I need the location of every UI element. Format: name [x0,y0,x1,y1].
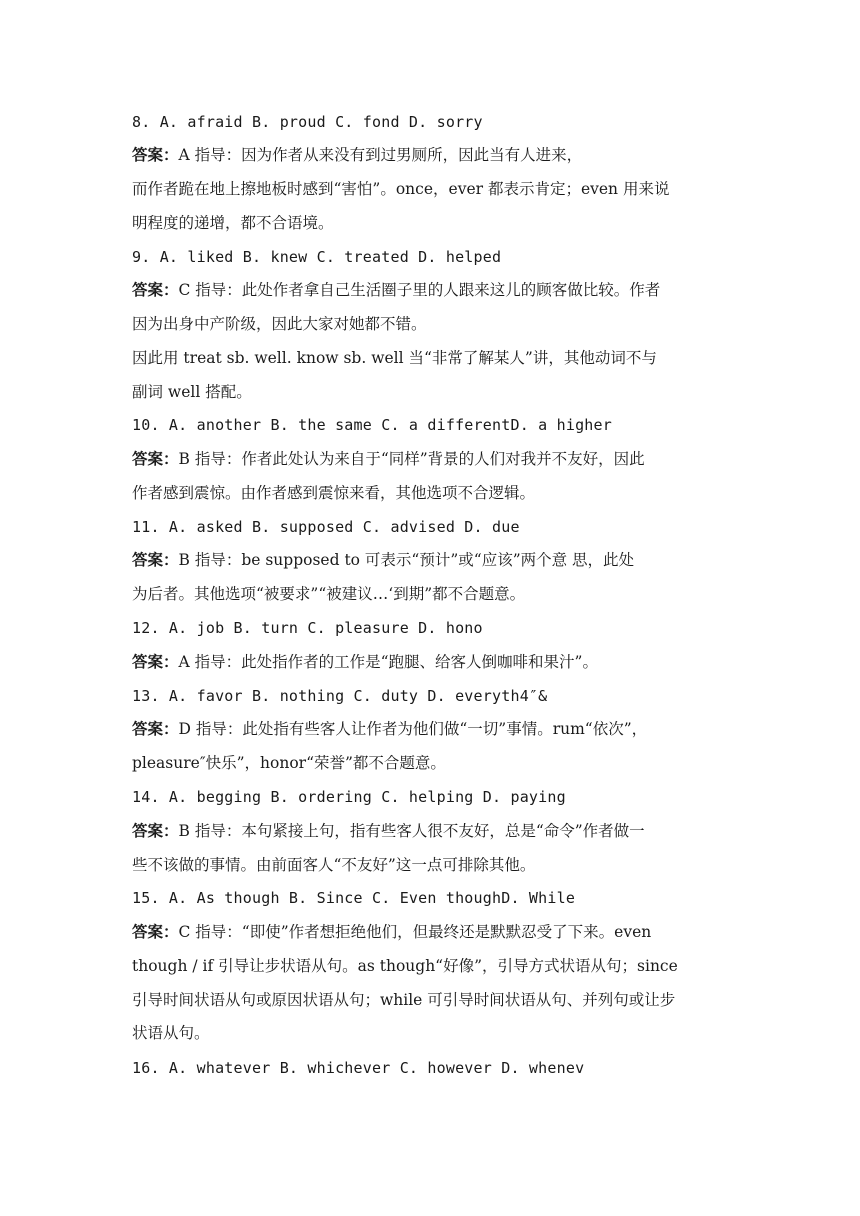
question-8-options: 8. A. afraid B. proud C. fond D. sorry [132,113,483,131]
answer-label: 答案： [132,652,179,671]
question-10-options: 10. A. another B. the same C. a differentD. a higher [132,416,612,434]
answer-label: 答案： [132,719,179,738]
answer-12 [132,651,598,673]
question-15-options: 15. A. As though B. Since C. Even thoughD. While [132,889,576,907]
question-12-options: 12. A. job B. turn C. pleasure D. hono [132,619,483,637]
question-9-options: 9. A. liked B. knew C. treated D. helped [132,248,502,266]
explanation-line: though / if 引导让步状语从句。as though“好像”，引导方式状语从句；since [132,957,678,975]
question-13-options: 13. A. favor B. nothing C. duty D. everyth4″& [132,687,548,705]
explanation-line: 为后者。其他选项“被要求”“被建议…‘到期”都不合题意。 [132,585,526,603]
answer-text: B 指导：本句紧接上句，指有些客人很不友好，总是“命令”作者做一 [178,822,645,840]
answer-text: A 指导：此处指作者的工作是“跑腿、给客人倒咖啡和果汁”。 [178,653,598,671]
answer-15 [132,921,651,943]
answer-10 [132,448,645,470]
answer-text: A 指导：因为作者从来没有到过男厕所，因此当有人进来， [178,146,583,164]
explanation-line: 引导时间状语从句或原因状语从句；while 可引导时间状语从句、并列句或让步 [132,991,676,1009]
answer-label: 答案： [132,922,179,941]
answer-13 [132,718,647,740]
question-14-options: 14. A. begging B. ordering C. helping D. paying [132,788,566,806]
explanation-line: pleasure″快乐”，honor“荣誉”都不合题意。 [132,754,446,772]
explanation-line: 作者感到震惊。由作者感到震惊来看，其他选项不合逻辑。 [132,484,536,502]
answer-9 [132,279,660,301]
answer-label: 答案： [132,550,179,569]
answer-11 [132,549,634,571]
answer-text: D 指导：此处指有些客人让作者为他们做“一切”事情。rum“依次”， [178,720,648,738]
answer-8 [132,144,582,166]
answer-text: B 指导：作者此处认为来自于“同样”背景的人们对我并不友好，因此 [178,450,645,468]
explanation-line: 因此用 treat sb. well. know sb. well 当“非常了解某人”讲，其他动词不与 [132,349,657,367]
explanation-line: 因为出身中产阶级，因此大家对她都不错。 [132,315,427,333]
answer-text: B 指导：be supposed to 可表示“预计”或“应该”两个意 思，此处 [178,551,635,569]
answer-label: 答案： [132,821,179,840]
answer-text: C 指导：“即使”作者想拒绝他们，但最终还是默默忍受了下来。even [178,923,652,941]
answer-label: 答案： [132,280,179,299]
explanation-line: 副词 well 搭配。 [132,383,252,401]
explanation-line: 而作者跪在地上擦地板时感到“害怕”。once，ever 都表示肯定；even 用来说 [132,180,670,198]
explanation-line: 状语从句。 [132,1024,210,1042]
answer-text: C 指导：此处作者拿自己生活圈子里的人跟来这儿的顾客做比较。作者 [178,281,661,299]
question-11-options: 11. A. asked B. supposed C. advised D. due [132,518,520,536]
question-16-options: 16. A. whatever B. whichever C. however D. whenev [132,1059,585,1077]
explanation-line: 明程度的递增，都不合语境。 [132,214,334,232]
answer-14 [132,820,645,842]
explanation-line: 些不该做的事情。由前面客人“不友好”这一点可排除其他。 [132,856,536,874]
answer-label: 答案： [132,145,179,164]
answer-label: 答案： [132,449,179,468]
